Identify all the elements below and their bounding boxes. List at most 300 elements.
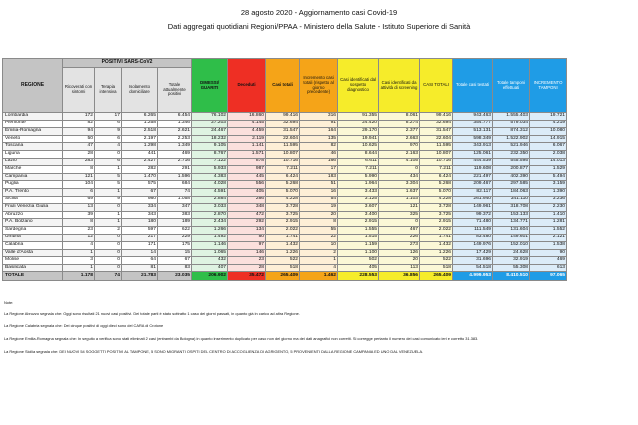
header-casi-screening: Casi identificati da attività di screening (379, 59, 420, 113)
table-cell: 10.080 (530, 128, 567, 136)
table-cell: 71.480 (453, 219, 493, 227)
table-cell: 1.555.403 (493, 113, 530, 121)
table-cell: 10.807 (420, 150, 453, 158)
table-cell: 7.211 (266, 166, 300, 174)
table-cell: 432 (192, 257, 228, 265)
table-cell: 9 (95, 196, 122, 204)
header-incremento-tamponi: INCREMENTO TAMPONI (530, 59, 567, 113)
table-cell: 2.870 (192, 211, 228, 219)
table-cell: 2.163 (379, 150, 420, 158)
table-cell: 2.716 (158, 158, 192, 166)
table-cell: 51 (300, 181, 338, 189)
table-cell: 24.628 (493, 249, 530, 257)
table-cell: 19 (300, 204, 338, 212)
total-label: TOTALE (3, 272, 63, 281)
table-cell: 4.228 (266, 196, 300, 204)
table-cell: 1.258 (122, 120, 158, 128)
table-cell: 325 (379, 211, 420, 219)
table-cell: 1.390 (530, 188, 567, 196)
table-cell: 469 (530, 257, 567, 265)
header-casi-totali: Casi totali (266, 59, 300, 113)
table-cell: 3.728 (420, 204, 453, 212)
table-cell: 125.061 (453, 150, 493, 158)
total-cell: 265.409 (266, 272, 300, 281)
table-row (3, 150, 567, 158)
total-row (3, 272, 567, 281)
table-cell: 1.571 (228, 150, 266, 158)
table-cell: 28 (228, 264, 266, 272)
table-cell: 4.383 (192, 173, 228, 181)
table-cell: 152.010 (493, 242, 530, 250)
table-cell: 24.467 (192, 128, 228, 136)
table-cell: 13 (63, 204, 95, 212)
table-row (3, 128, 567, 136)
table-cell: 32.694 (266, 120, 300, 128)
table-cell: 10.716 (420, 158, 453, 166)
table-cell: 175 (158, 242, 192, 250)
table-cell: 1 (95, 219, 122, 227)
table-cell: 598.349 (453, 135, 493, 143)
table-cell: 8 (300, 219, 338, 227)
table-cell: 1.103 (379, 196, 420, 204)
region-name: Piemonte (3, 120, 63, 128)
table-cell: 518 (266, 264, 300, 272)
table-cell: 1.470 (122, 173, 158, 181)
table-cell: 0 (95, 257, 122, 265)
table-cell: 6 (95, 158, 122, 166)
table-cell: 39 (63, 211, 95, 219)
table-cell: 3.236 (530, 196, 567, 204)
table-cell: 29.170 (338, 128, 379, 136)
table-cell: 76.102 (192, 113, 228, 121)
table-cell: 273 (379, 242, 420, 250)
table-cell: 83.480 (453, 234, 493, 242)
table-cell: 3.607 (338, 204, 379, 212)
table-row (3, 234, 567, 242)
table-cell: 2.663 (379, 135, 420, 143)
table-cell: 2.915 (420, 219, 453, 227)
note-item: La Regione Calabria segnala che: Dei cinque positivi di oggi dieci sono del CARA di Crotone (4, 323, 164, 329)
table-cell: 1.555 (338, 226, 379, 234)
table-cell: 121 (379, 204, 420, 212)
table-cell: 1.141 (228, 143, 266, 151)
table-cell: 135 (300, 135, 338, 143)
header-deceduti: Deceduti (228, 59, 266, 113)
table-cell: 229 (158, 234, 192, 242)
table-cell: 134 (228, 226, 266, 234)
table-cell: 575 (122, 181, 158, 189)
region-name: Emilia-Romagna (3, 128, 63, 136)
table-cell: 2.518 (122, 128, 158, 136)
table-cell: 180 (122, 219, 158, 227)
table-row (3, 135, 567, 143)
table-cell: 15 (158, 249, 192, 257)
total-cell: 228.553 (338, 272, 379, 281)
table-cell: 5.070 (266, 188, 300, 196)
table-cell: 31.547 (266, 128, 300, 136)
table-cell: 27.203 (192, 120, 228, 128)
table-cell: 874.312 (493, 128, 530, 136)
table-cell: 1.065 (192, 249, 228, 257)
table-cell: 172 (63, 113, 95, 121)
table-cell: 4 (95, 143, 122, 151)
table-cell: 282 (122, 166, 158, 174)
table-cell: 1.637 (379, 188, 420, 196)
table-cell: 18.232 (192, 135, 228, 143)
region-name: Sicilia (3, 196, 63, 204)
table-cell: 7.122 (192, 158, 228, 166)
table-cell: 14.013 (530, 158, 567, 166)
table-cell: 1 (95, 166, 122, 174)
table-cell: 4.228 (420, 196, 453, 204)
header-casi-testati: Totale casi testati (453, 59, 493, 113)
table-cell: 113 (379, 264, 420, 272)
table-row (3, 188, 567, 196)
table-cell: 183 (300, 173, 338, 181)
table-cell: 283 (63, 158, 95, 166)
table-cell: 3.159 (530, 181, 567, 189)
table-cell: 1.492 (192, 234, 228, 242)
table-cell: 522 (420, 257, 453, 265)
positivi-group-header: POSITIVI SARS-CoV2 (63, 59, 192, 68)
note-item: La Regione Abruzzo segnala che: Oggi sono risultati 21 nuovi casi positivi. Dei totale parti è stato sottratto 1 caso dei giorni passati, in quanto già in carico ad altra Regione. (4, 310, 300, 316)
table-row (3, 113, 567, 121)
table-cell: 3.304 (379, 181, 420, 189)
table-row (3, 166, 567, 174)
table-cell: 4.145 (228, 120, 266, 128)
table-cell: 82 (63, 120, 95, 128)
table-row (3, 181, 567, 189)
table-cell: 67 (122, 188, 158, 196)
region-name: Puglia (3, 181, 63, 189)
table-cell: 54.518 (453, 264, 493, 272)
table-cell: 684 (158, 181, 192, 189)
table-cell: 4 (300, 264, 338, 272)
table-cell: 8.644 (338, 150, 379, 158)
table-cell: 343 (122, 211, 158, 219)
header-terapia: Terapia intensiva (95, 68, 122, 113)
table-cell: 1.298 (122, 143, 158, 151)
table-cell: 82.117 (453, 188, 493, 196)
table-cell: 23 (63, 226, 95, 234)
table-cell: 91 (300, 120, 338, 128)
table-cell: 8.061 (379, 113, 420, 121)
table-cell: 1 (95, 211, 122, 219)
table-cell: 1.226 (420, 249, 453, 257)
header-isolamento: Isolamento domiciliare (122, 68, 158, 113)
region-name: Toscana (3, 143, 63, 151)
table-cell: 149.976 (453, 242, 493, 250)
table-cell: 579.034 (493, 120, 530, 128)
table-cell: 17 (95, 113, 122, 121)
table-cell: 54 (300, 196, 338, 204)
table-cell: 80 (228, 234, 266, 242)
table-cell: 434 (379, 173, 420, 181)
table-cell: 5.933 (192, 166, 228, 174)
table-cell: 5 (95, 181, 122, 189)
table-cell: 291 (158, 166, 192, 174)
table-cell: 6 (63, 188, 95, 196)
region-name: Sardegna (3, 226, 63, 234)
table-cell: 518 (420, 264, 453, 272)
table-cell: 31.547 (420, 128, 453, 136)
table-cell: 32.919 (493, 257, 530, 265)
table-cell: 5.990 (338, 173, 379, 181)
table-cell: 10.807 (266, 150, 300, 158)
table-cell: 6 (95, 135, 122, 143)
table-cell: 5 (95, 173, 122, 181)
table-cell: 2.915 (266, 219, 300, 227)
table-cell: 1.522.902 (493, 135, 530, 143)
table-cell: 11.595 (266, 143, 300, 151)
table-cell: 1.741 (420, 234, 453, 242)
table-cell: 1.281 (530, 219, 567, 227)
table-cell: 402.390 (493, 173, 530, 181)
table-cell: 1.741 (266, 234, 300, 242)
table-cell: 2.915 (338, 219, 379, 227)
total-cell: 74 (95, 272, 122, 281)
table-cell: 613 (530, 264, 567, 272)
table-cell: 11.595 (420, 143, 453, 151)
table-cell: 622 (158, 226, 192, 234)
table-cell: 9 (95, 128, 122, 136)
header-guariti: DIMESSI/ GUARITI (192, 59, 228, 113)
table-cell: 8 (63, 166, 95, 174)
table-cell: 14 (122, 249, 158, 257)
table-cell: 1.596 (158, 173, 192, 181)
table-cell: 4 (63, 242, 95, 250)
total-cell: 265.409 (420, 272, 453, 281)
table-row (3, 226, 567, 234)
table-cell: 104 (63, 181, 95, 189)
table-cell: 184.063 (493, 188, 530, 196)
table-cell: 4.219 (530, 120, 567, 128)
table-cell: 171 (122, 242, 158, 250)
table-cell: 444.539 (453, 158, 493, 166)
region-name: Friuli Venezia Giulia (3, 204, 63, 212)
total-cell: 4.999.953 (453, 272, 493, 281)
table-cell: 4.105 (379, 158, 420, 166)
table-cell: 20 (379, 257, 420, 265)
table-cell: 1.146 (192, 242, 228, 250)
total-cell: 35.472 (228, 272, 266, 281)
notes-section (4, 301, 624, 362)
table-cell: 1.432 (420, 242, 453, 250)
table-cell: 502 (338, 257, 379, 265)
table-cell: 348 (228, 204, 266, 212)
table-cell: 74 (158, 188, 192, 196)
table-cell: 149.601 (493, 234, 530, 242)
table-cell: 3.728 (266, 204, 300, 212)
table-cell: 2.377 (379, 128, 420, 136)
region-name: P.A. Trento (3, 188, 63, 196)
table-cell: 3.725 (420, 211, 453, 219)
total-cell: 8.410.510 (493, 272, 530, 281)
table-cell: 119.608 (453, 166, 493, 174)
table-cell: 297.585 (493, 181, 530, 189)
table-cell: 0 (95, 249, 122, 257)
table-cell: 3.725 (266, 211, 300, 219)
table-cell: 1.100 (338, 249, 379, 257)
header-casi-totali-2: CASI TOTALI (420, 59, 453, 113)
region-name: Abruzzo (3, 211, 63, 219)
table-cell: 46 (300, 150, 338, 158)
table-cell: 81 (122, 264, 158, 272)
table-cell: 189 (158, 219, 192, 227)
table-cell: 1.964 (338, 181, 379, 189)
table-cell: 55.308 (493, 264, 530, 272)
table-cell: 2.038 (530, 150, 567, 158)
table-cell: 6 (95, 120, 122, 128)
table-cell: 6.454 (158, 113, 192, 121)
table-cell: 10.716 (266, 158, 300, 166)
table-cell: 7.211 (338, 166, 379, 174)
table-cell: 99.372 (453, 211, 493, 219)
table-cell: 111.549 (453, 226, 493, 234)
table-cell: 31.696 (453, 257, 493, 265)
table-cell: 347 (158, 204, 192, 212)
table-cell: 522 (266, 257, 300, 265)
table-cell: 2.197 (122, 135, 158, 143)
table-cell: 1.410 (530, 211, 567, 219)
table-cell: 521.946 (493, 143, 530, 151)
table-cell: 2.884 (192, 196, 228, 204)
table-cell: 445 (228, 173, 266, 181)
table-cell: 1.432 (266, 242, 300, 250)
region-name: Basilicata (3, 264, 63, 272)
region-header: REGIONE (3, 59, 63, 113)
table-cell: 467 (379, 226, 420, 234)
table-cell: 1.226 (266, 249, 300, 257)
total-cell: 1.462 (300, 272, 338, 281)
table-cell: 286 (228, 196, 266, 204)
table-cell: 232.350 (493, 150, 530, 158)
table-cell: 261.940 (453, 196, 493, 204)
region-name: Umbria (3, 234, 63, 242)
table-cell: 5.494 (530, 173, 567, 181)
table-cell: 1.159 (338, 242, 379, 250)
table-cell: 354.777 (453, 120, 493, 128)
table-cell: 8 (63, 219, 95, 227)
table-cell: 10.625 (338, 143, 379, 151)
table-row (3, 219, 567, 227)
table-cell: 2 (300, 249, 338, 257)
table-cell: 8.274 (379, 120, 420, 128)
header-casi-sospetto: Casi identificati dal sospetto diagnostico (338, 59, 379, 113)
table-cell: 513.131 (453, 128, 493, 136)
table-cell: 1 (63, 264, 95, 272)
table-cell: 3.033 (192, 204, 228, 212)
table-cell: 4.591 (192, 188, 228, 196)
table-cell: 334 (122, 204, 158, 212)
table-cell: 1.058 (158, 196, 192, 204)
table-cell: 166 (300, 158, 338, 166)
table-cell: 97 (228, 242, 266, 250)
table-cell: 472 (228, 211, 266, 219)
table-cell: 134.771 (493, 219, 530, 227)
table-cell: 14.915 (530, 135, 567, 143)
table-cell: 50 (63, 135, 95, 143)
table-cell: 4.028 (192, 181, 228, 189)
total-cell: 21.783 (122, 272, 158, 281)
table-cell: 987 (228, 166, 266, 174)
table-cell: 6.067 (530, 143, 567, 151)
table-row (3, 211, 567, 219)
region-name: Lazio (3, 158, 63, 166)
table-cell: 126 (379, 249, 420, 257)
table-row (3, 158, 567, 166)
table-cell: 383 (158, 211, 192, 219)
table-cell: 943.463 (453, 113, 493, 121)
table-cell: 3.400 (338, 211, 379, 219)
note-item: La Regione Sicilia segnala che: DEI NUOVI 54 SOGGETTI POSITIVI AL TAMPONE, 5 SONO MIGRANTI OSPITI DEL CENTRO DI ACCOGLIENZA DI AGRIGENTO, 5 PROVENIENTI DALLA REGIONE CAMPANIA ED UNO DAL VENEZUELA. (4, 348, 424, 354)
table-cell: 3.125 (338, 196, 379, 204)
report-subtitle: Dati aggregati quotidiani Regioni/PPAA - Ministero della Salute - Istituto Superiore di Sanità (167, 22, 471, 31)
table-cell: 469 (158, 150, 192, 158)
total-cell: 206.902 (192, 272, 228, 281)
table-cell: 0 (379, 219, 420, 227)
header-attualmente-positivi: Totale attualmente positivi (158, 68, 192, 113)
table-cell: 2.022 (266, 226, 300, 234)
table-cell: 6.424 (420, 173, 453, 181)
table-cell: 91.355 (338, 113, 379, 121)
table-cell: 164 (300, 128, 338, 136)
table-cell: 2.434 (192, 219, 228, 227)
table-cell: 209.467 (453, 181, 493, 189)
table-cell: 4.459 (228, 128, 266, 136)
table-cell: 55 (300, 226, 338, 234)
table-row (3, 143, 567, 151)
table-cell: 292 (228, 219, 266, 227)
table-cell: 23 (228, 257, 266, 265)
table-row (3, 242, 567, 250)
table-cell: 17.429 (453, 249, 493, 257)
table-cell: 5.268 (420, 181, 453, 189)
table-cell: 2.121 (530, 234, 567, 242)
table-cell: 146 (228, 249, 266, 257)
table-cell: 1.529 (530, 166, 567, 174)
table-cell: 90 (530, 249, 567, 257)
table-cell: 407 (192, 264, 228, 272)
table-cell: 200.877 (493, 166, 530, 174)
table-cell: 9.105 (192, 143, 228, 151)
total-cell: 97.065 (530, 272, 567, 281)
header-ricoverati: Ricoverati con sintomi (63, 68, 95, 113)
table-cell: 878 (228, 158, 266, 166)
region-name: P.A. Bolzano (3, 219, 63, 227)
table-cell: 22.604 (420, 135, 453, 143)
table-cell: 99.416 (420, 113, 453, 121)
table-cell: 7.211 (420, 166, 453, 174)
table-row (3, 196, 567, 204)
table-cell: 149.961 (453, 204, 493, 212)
table-cell: 970 (379, 143, 420, 151)
region-name: Molise (3, 257, 63, 265)
table-cell: 153.133 (493, 211, 530, 219)
table-cell: 67 (158, 257, 192, 265)
table-cell: 226 (379, 234, 420, 242)
table-cell: 64 (122, 257, 158, 265)
region-name: Marche (3, 166, 63, 174)
total-cell: 1.178 (63, 272, 95, 281)
table-cell: 94 (63, 128, 95, 136)
table-row (3, 120, 567, 128)
table-cell: 980 (122, 196, 158, 204)
table-cell: 441 (122, 150, 158, 158)
notes-heading: Note: (4, 300, 14, 305)
table-cell: 69 (63, 196, 95, 204)
table-cell: 0 (95, 150, 122, 158)
